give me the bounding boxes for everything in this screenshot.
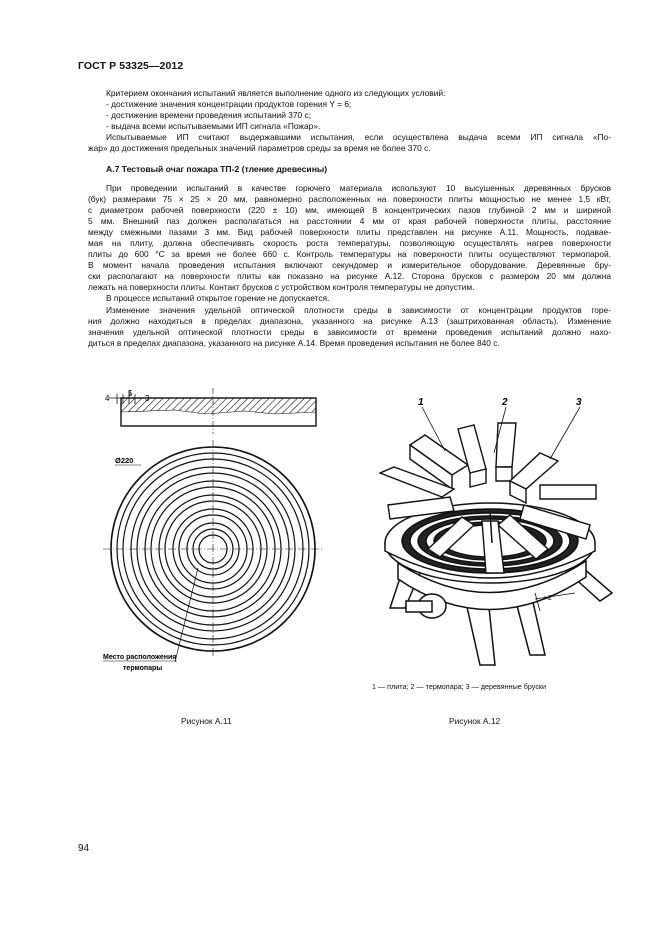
figure-a12-caption: Рисунок А.12	[449, 716, 501, 726]
figure-a11-caption: Рисунок А.11	[181, 716, 232, 726]
paragraph-line: 5 мм. Внешний паз должен располагаться на расстоянии 4 мм от края рабочей поверхности плиты, расстояние	[88, 216, 611, 226]
section-title: А.7 Тестовый очаг пожара ТП-2 (тление древесины)	[106, 164, 328, 174]
callout-1: 1	[418, 397, 424, 408]
paragraph-line: плиты до 600 °С за время не более 660 с. Контроль температуры на поверхности плиты осуществляют термопарой.	[88, 249, 611, 259]
diameter-label: Ø220	[115, 456, 134, 465]
paragraph-line: (бук) размерами 75 × 25 × 20 мм, равномерно расположенных на поверхности плиты мощностью не менее 1,5 кВт,	[88, 194, 611, 204]
paragraph-line: В момент начала проведения испытания включают секундомер и измерительное оборудование. Деревянные бру-	[88, 260, 611, 270]
knob-shaft	[406, 601, 432, 612]
callout-3: 3	[576, 397, 582, 408]
dim-label-5: 5	[128, 389, 133, 398]
paragraph-line: При проведении испытаний в качестве горючего материала используют 10 высушенных деревянных брусков	[106, 183, 611, 193]
page-number: 94	[78, 843, 90, 854]
wooden-bar	[540, 485, 596, 499]
gap-dimension: ≈2	[544, 595, 552, 602]
wooden-bar	[496, 423, 516, 467]
paragraph-line: с диаметром рабочей поверхности (220 ± 10) мм, имеющей 8 концентрических пазов глубиной 2 мм и шириной	[88, 205, 611, 215]
paragraph-line: ния должно находиться в пределах диапазона, указанного на рисунке А.13 (заштрихованная область). Изменение	[88, 316, 611, 326]
criteria-item: - достижение времени проведения испытаний 370 с;	[106, 110, 312, 120]
paragraph-line: диться в пределах диапазона, указанного на рисунке А.14. Время проведения испытания не более 840 с.	[88, 338, 500, 348]
paragraph-line: между смежными пазами 3 мм. Вид рабочей поверхности плиты представлен на рисунке А.11. Мощность, подавае-	[88, 227, 611, 237]
criteria-conclusion-line: жар» до достижения предельных значений параметров среды за время не более 370 с.	[88, 143, 431, 153]
paragraph-line: ски располагают на поверхности плиты как показано на рисунке А.12. Сторона брусков с размером 20 мм должна	[88, 271, 611, 281]
paragraph-line: мая на плиту, должна обеспечивать скорость роста температуры, позволяющую осуществлять нагрев поверхности	[88, 238, 611, 248]
criteria-item: - достижение значения концентрации продуктов горения Y = 6;	[106, 99, 352, 109]
figure-a12-drawing	[350, 393, 615, 673]
criteria-conclusion-line: Испытываемые ИП считают выдержавшими испытания, если осуществлена выдача всеми ИП сигнала «По-	[106, 132, 611, 142]
plate-section	[121, 388, 316, 434]
figure-a11-drawing	[95, 388, 330, 688]
paragraph-line: значения удельной оптической плотности среды в зависимости от времени проведения испытаний должно нахо-	[88, 327, 611, 337]
criteria-intro: Критерием окончания испытаний является выполнение одного из следующих условий:	[106, 88, 446, 98]
dim-label-4: 4	[105, 394, 110, 403]
thermocouple-label-line1: Место расположения	[103, 654, 177, 661]
callout-2: 2	[502, 397, 508, 408]
paragraph-line: Изменение значения удельной оптической плотности среды в зависимости от концентрации продуктов горе-	[106, 305, 611, 315]
criteria-item: - выдача всеми испытываемыми ИП сигнала «Пожар».	[106, 121, 321, 131]
paragraph-line: В процессе испытаний открытое горение не допускается.	[106, 293, 330, 303]
paragraph-line: лежать на поверхности плиты. Контакт брусков с устройством контроля температуры не допустим.	[88, 282, 475, 292]
figure-a12-legend: 1 — плита; 2 — термопара; 3 — деревянные бруски	[372, 682, 547, 691]
document-header: ГОСТ Р 53325—2012	[78, 60, 184, 72]
thermocouple-label-line2: термопары	[123, 665, 163, 672]
plate-top-view	[103, 440, 323, 658]
